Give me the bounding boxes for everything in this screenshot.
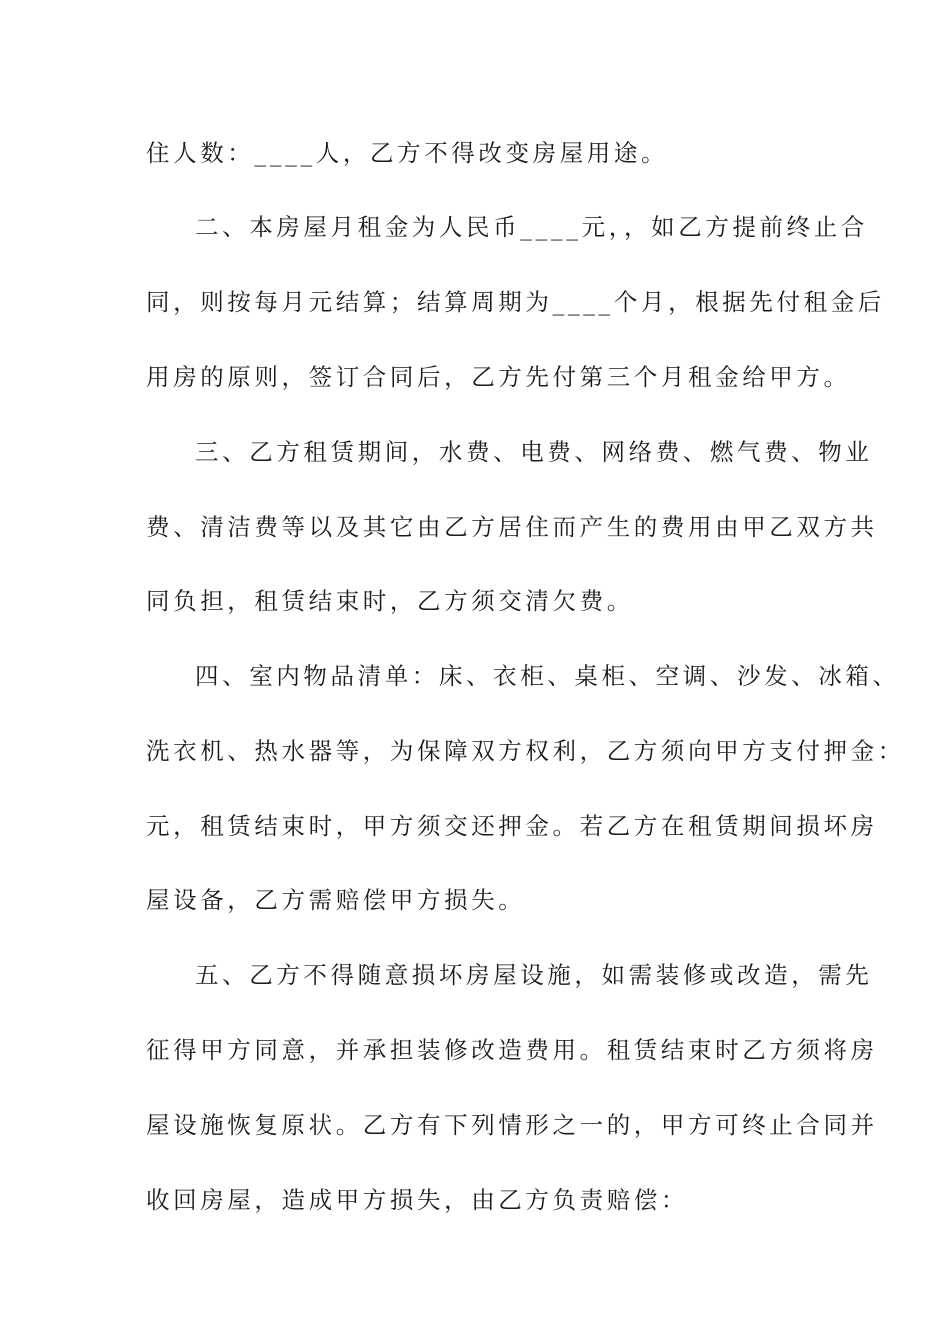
paragraph-3-line: 三、乙方租赁期间，水费、电费、网络费、燃气费、物业 xyxy=(195,438,873,466)
text-line: 住人数：____人，乙方不得改变房屋用途。 xyxy=(146,139,669,167)
paragraph-4-line: 四、室内物品清单：床、衣柜、桌柜、空调、沙发、冰箱、 xyxy=(195,662,900,690)
text-line: 同负担，租赁结束时，乙方须交清欠费。 xyxy=(146,587,634,615)
text-line: 收回房屋，造成甲方损失，由乙方负责赔偿： xyxy=(146,1186,688,1214)
text-line: 洗衣机、热水器等，为保障双方权利，乙方须向甲方支付押金： xyxy=(146,737,905,765)
paragraph-2-line: 二、本房屋月租金为人民币____元，，如乙方提前终止合 xyxy=(195,213,868,241)
paragraph-5-line: 五、乙方不得随意损坏房屋设施，如需装修或改造，需先 xyxy=(195,961,873,989)
text-line: 元，租赁结束时，甲方须交还押金。若乙方在租赁期间损坏房 xyxy=(146,812,878,840)
text-line: 同，则按每月元结算；结算周期为____个月，根据先付租金后 xyxy=(146,288,885,316)
text-line: 屋设施恢复原状。乙方有下列情形之一的，甲方可终止合同并 xyxy=(146,1111,878,1139)
text-line: 用房的原则，签订合同后，乙方先付第三个月租金给甲方。 xyxy=(146,363,851,391)
text-line: 费、清洁费等以及其它由乙方居住而产生的费用由甲乙双方共 xyxy=(146,513,878,541)
text-line: 征得甲方同意，并承担装修改造费用。租赁结束时乙方须将房 xyxy=(146,1036,878,1064)
text-line: 屋设备，乙方需赔偿甲方损失。 xyxy=(146,886,526,914)
